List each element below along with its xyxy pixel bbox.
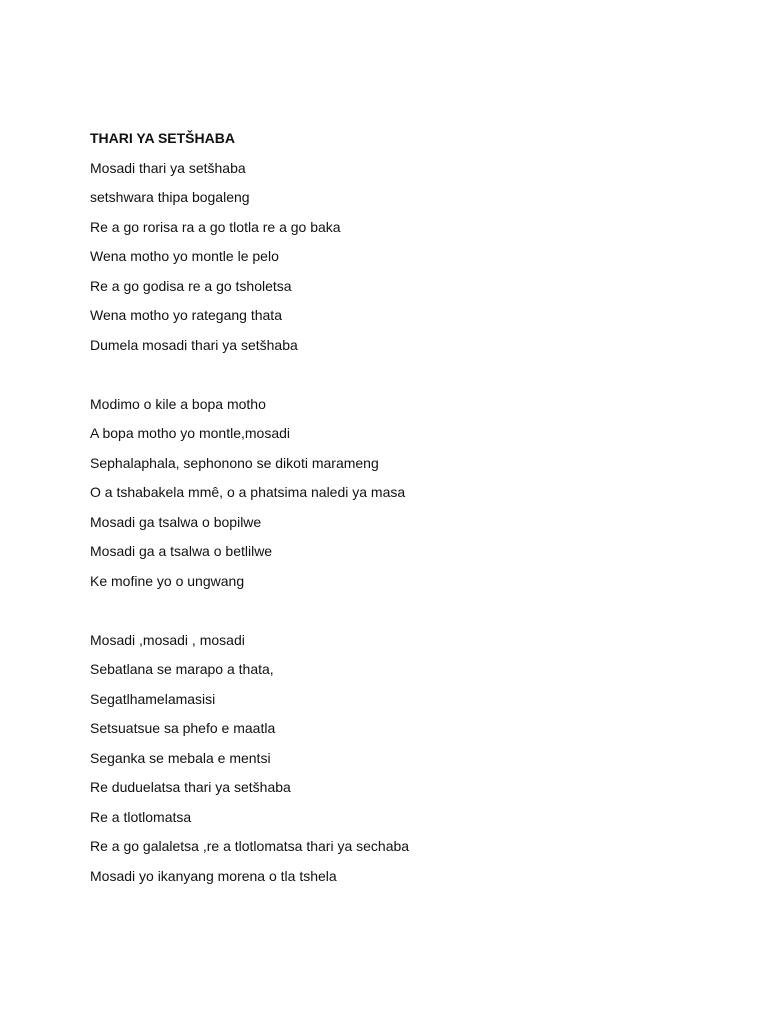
poem-line: Mosadi ga a tsalwa o betlilwe [90, 543, 273, 559]
stanza-1 [90, 154, 730, 361]
poem-line: Re duduelatsa thari ya setšhaba [90, 779, 291, 795]
poem-title: THARI YA SETŠHABA [90, 130, 235, 146]
poem-line: Re a tlotlomatsa [90, 808, 192, 825]
poem-line: Segatlhamelamasisi [90, 690, 216, 707]
poem-line: Modimo o kile a bopa motho [90, 395, 266, 412]
poem-line: Wena motho yo montle le pelo [90, 248, 279, 264]
poem-line: Sephalaphala, sephonono se dikoti marameng [90, 454, 379, 471]
poem-line: Ke mofine yo o ungwang [90, 572, 245, 589]
poem-line: Setsuatsue sa phefo e maatla [90, 720, 276, 736]
poem-line: Seganka se mebala e mentsi [90, 749, 271, 766]
poem-line: O a tshabakela mmê, o a phatsima naledi ya masa [90, 484, 406, 500]
poem-line: Mosadi ,mosadi , mosadi [90, 631, 245, 648]
poem-line: Mosadi yo ikanyang morena o tla tshela [90, 867, 337, 884]
poem [90, 124, 730, 891]
poem-line: Re a go godisa re a go tsholetsa [90, 277, 292, 294]
stanza-3 [90, 626, 730, 892]
poem-line: Re a go galaletsa ,re a tlotlomatsa thari ya sechaba [90, 838, 410, 854]
poem-line: Mosadi ga tsalwa o bopilwe [90, 513, 262, 530]
poem-line: Re a go rorisa ra a go tlotla re a go baka [90, 218, 341, 235]
poem-line: Sebatlana se marapo a thata, [90, 661, 274, 677]
poem-line: Mosadi thari ya setšhaba [90, 159, 246, 176]
poem-line: setshwara thipa bogaleng [90, 189, 250, 205]
poem-line: A bopa motho yo montle,mosadi [90, 425, 291, 441]
poem-line: Wena motho yo rategang thata [90, 307, 282, 323]
poem-line: Dumela mosadi thari ya setšhaba [90, 336, 298, 353]
stanza-2 [90, 390, 730, 597]
